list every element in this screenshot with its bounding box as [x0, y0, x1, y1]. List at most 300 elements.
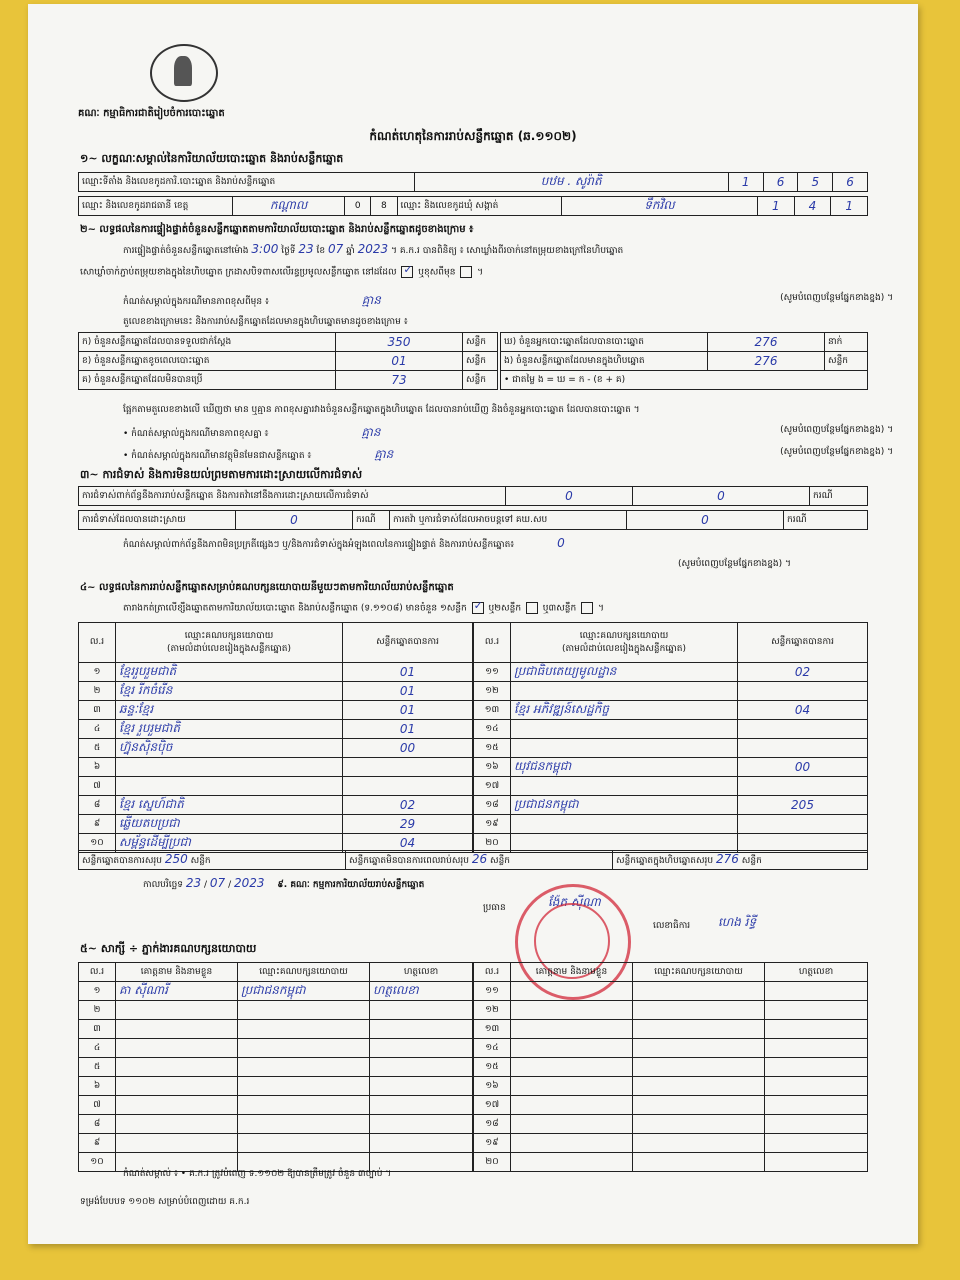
row-number: ១៤	[474, 720, 511, 739]
two-sheets-checkbox[interactable]	[526, 602, 538, 614]
witness-name	[116, 1096, 238, 1115]
party-row	[79, 663, 473, 682]
party-name: សម្ព័ន្ធដើម្បីប្រជា	[116, 834, 343, 853]
form-identifier: ទម្រង់បែបបទ ១១០២ សម្រាប់បំពេញដោយ គ.ក.រ	[80, 1197, 250, 1207]
row-number: ១៣	[474, 1020, 511, 1039]
witness-name	[511, 1058, 633, 1077]
form-title: កំណត់ហេតុនៃការរាប់សន្លឹកឆ្នោត (ឆ.១១០២)	[369, 129, 577, 143]
witness-party	[238, 1001, 370, 1020]
party-results-right	[473, 622, 868, 853]
complaints-label: ការជំទាស់ពាក់ព័ន្ធនឹងការរាប់សន្លឹកឆ្នោត និងការតវ៉ានៅនឹងការដោះស្រាយលើការជំទាស់	[79, 487, 506, 506]
complaints-resolved-table	[78, 510, 868, 530]
row-number: ១	[79, 663, 116, 682]
witness-row	[474, 1020, 868, 1039]
witness-name	[116, 1001, 238, 1020]
different-label: ឬខុសពីមុន	[418, 267, 456, 278]
difference-note-value: គ្មាន	[361, 293, 381, 307]
party-row	[474, 663, 868, 682]
witness-name	[511, 1077, 633, 1096]
foreign-object-hint: (សូមបំពេញបន្ថែមផ្នែកខាងខ្នង) ។	[780, 447, 893, 457]
witness-signature	[370, 1020, 473, 1039]
row-number: ១១	[474, 663, 511, 682]
party-name: ឆន្ទៈខ្មែរ	[116, 701, 343, 720]
party-votes: 02	[738, 663, 868, 682]
irregularity-note-label: កំណត់សម្គាល់ពាក់ព័ន្ធនឹងភាពមិនប្រក្រតីផ្សេងៗ ឬ/និងការជំទាស់ក្នុងអំឡុងពេលនៃការផ្ទៀងផ្ទាត់ និងការរាប់សន្លឹកឆ្នោត៖	[123, 540, 515, 550]
section-2-heading: ២~ លទ្ធផលនៃការផ្ទៀងផ្ទាត់ចំនួនសន្លឹកឆ្នោតតាមការិយាល័យបោះឆ្នោត និងរាប់សន្លឹកឆ្នោតដូចខាងក្រោម ៖	[80, 224, 474, 235]
witness-table-left	[78, 962, 473, 1172]
row-number: ១២	[474, 1001, 511, 1020]
row-number: ២	[79, 682, 116, 701]
in-box-label: ង) ចំនួនសន្លឹកឆ្នោតដែលមានក្នុងហិបឆ្នោត	[501, 352, 708, 371]
unused-unit: សន្លឹក	[463, 371, 498, 390]
party-row	[474, 720, 868, 739]
diff-note-label: • កំណត់សម្គាល់ក្នុងករណីមានភាពខុសគ្នា ៖	[123, 429, 269, 439]
col-votes: សន្លឹកឆ្នោតបានការ	[738, 623, 868, 663]
witness-table-right	[473, 962, 868, 1172]
row-number: ១៤	[474, 1039, 511, 1058]
party-row	[79, 758, 473, 777]
month-value: 07	[328, 242, 344, 256]
province-code-digit: 0	[345, 197, 371, 216]
committee-name: គណៈ កម្មាធិការជាតិរៀបចំការបោះឆ្នោត	[78, 108, 225, 119]
witness-party	[238, 1134, 370, 1153]
resolved-unit: ករណី	[353, 511, 390, 530]
witness-name	[116, 1039, 238, 1058]
section-3-heading: ៣~ ការជំទាស់ និងការមិនយល់ព្រមតាមការដោះស្រាយលើការជំទាស់	[80, 468, 363, 481]
diff-note-line	[123, 424, 893, 442]
party-votes	[738, 720, 868, 739]
witness-signature	[765, 1096, 868, 1115]
results-intro: តួលេខខាងក្រោមនេះ និងការរាប់សន្លឹកឆ្នោតដែលមានក្នុងហិបឆ្នោតមានដូចខាងក្រោម ៖	[123, 317, 408, 327]
received-value: 350	[336, 333, 463, 352]
valid-total-unit: សន្លឹក	[190, 856, 211, 866]
party-name	[511, 777, 738, 796]
location-label: ឈ្មោះទីតាំង និងលេខកូដការិ.បោះឆ្នោត និងរាប់សន្លឹកឆ្នោត	[79, 173, 415, 192]
complaints-value-1: 0	[506, 487, 633, 506]
section-4-heading: ៤~ លទ្ធផលនៃការរាប់សន្លឹកឆ្នោតសម្រាប់គណបក្សនយោបាយនីមួយៗតាមការិយាល័យរាប់សន្លឹកឆ្នោត	[80, 582, 454, 593]
irregularity-note-line	[123, 536, 565, 552]
party-votes: 01	[343, 701, 473, 720]
row-number: ៣	[79, 701, 116, 720]
difference-note-hint: (សូមបំពេញបន្ថែមផ្នែកខាងខ្នង) ។	[780, 293, 893, 303]
tally-sheet-line: តារាងកត់ត្រាលើខ្សឹងឆ្នោតតាមការិយាល័យបោះឆ្នោត និងរាប់សន្លឹកឆ្នោត (ទ.១១០៨) មានចំនួន ១សន្លឹក ✓ ឬ២សន្លឹក ឬ៣សន្លឹក ។	[123, 602, 604, 616]
compare-text: ផ្អែកតាមតួលេខខាងលើ ឃើញថា មាន ឬគ្មាន ភាពខុសគ្នារវាងចំនួនសន្លឹកឆ្នោតក្នុងហិបឆ្នោត ដែលបានរាប់ឃើញ និងចំនួនអ្នកបោះឆ្នោត ដែលបានបោះឆ្នោត ។	[123, 405, 640, 415]
row-number: ៥	[79, 1058, 116, 1077]
form-sheet	[28, 4, 918, 1244]
witness-signature	[370, 1077, 473, 1096]
different-checkbox[interactable]	[460, 266, 472, 278]
witness-row	[474, 1039, 868, 1058]
witness-signature	[370, 1134, 473, 1153]
received-unit: សន្លឹក	[463, 333, 498, 352]
row-number: ១៥	[474, 739, 511, 758]
party-votes: 02	[343, 796, 473, 815]
nec-emblem-icon	[150, 44, 218, 102]
party-votes: 01	[343, 682, 473, 701]
party-votes: 205	[738, 796, 868, 815]
col-party: ឈ្មោះគណបក្សនយោបាយ	[633, 963, 765, 982]
voters-label: ឃ) ចំនួនអ្នកបោះឆ្នោតដែលបានបោះឆ្នោត	[501, 333, 708, 352]
witness-party	[633, 1115, 765, 1134]
same-checkbox[interactable]	[401, 266, 413, 278]
row-number: ១០	[79, 834, 116, 853]
time-value: 3:00	[251, 242, 279, 256]
box-total-label: សន្លឹកឆ្នោតក្នុងហិបឆ្នោតសរុប	[616, 856, 714, 866]
irregularity-hint: (សូមបំពេញបន្ថែមផ្នែកខាងខ្នង) ។	[678, 559, 791, 569]
difference-note-label: កំណត់សម្គាល់ក្នុងករណីមានភាពខុសពីមុន ៖	[123, 297, 269, 307]
party-votes	[738, 739, 868, 758]
witness-row	[474, 1115, 868, 1134]
row-number: ៨	[79, 796, 116, 815]
party-results-left	[78, 622, 473, 853]
party-name: ខ្មែររួបរួមជាតិ	[116, 663, 343, 682]
party-name: ហ្វ៊ុនស៊ិនប៉ិច	[116, 739, 343, 758]
province-label: ឈ្មោះ និងលេខកូដរាជធានី ខេត្ត	[79, 197, 233, 216]
party-name: ខ្មែរ អភិវឌ្ឍន៍សេដ្ឋកិច្ច	[511, 701, 738, 720]
invalid-total-label: សន្លឹកឆ្នោតមិនបានការពេលរាប់សរុប	[349, 856, 469, 866]
year-label: ឆ្នាំ	[346, 246, 355, 256]
province-code-digit: 8	[371, 197, 397, 216]
party-name	[511, 739, 738, 758]
party-votes: 29	[343, 815, 473, 834]
col-no: ល.រ	[474, 623, 511, 663]
party-votes: 04	[738, 701, 868, 720]
unused-label: គ) ចំនួនសន្លឹកឆ្នោតដែលមិនបានប្រើ	[79, 371, 336, 390]
row-number: ៧	[79, 1096, 116, 1115]
in-box-value: 276	[708, 352, 825, 371]
row-number: ៤	[79, 720, 116, 739]
witness-signature	[370, 1115, 473, 1134]
witness-row	[79, 1020, 473, 1039]
party-row	[79, 720, 473, 739]
province-value: កណ្ដាល	[233, 197, 345, 216]
spoiled-value: 01	[336, 352, 463, 371]
witness-name	[511, 982, 633, 1001]
witness-row	[474, 1134, 868, 1153]
witness-party	[633, 1020, 765, 1039]
party-votes	[343, 758, 473, 777]
time-label: ការផ្ទៀងផ្ទាត់ចំនួនសន្លឹកឆ្នោតនៅម៉ោង	[123, 246, 249, 256]
witness-row	[79, 1077, 473, 1096]
witness-party	[238, 1115, 370, 1134]
witness-name	[116, 1077, 238, 1096]
chair-signature: ង៉ែត ស៊ីណា	[548, 895, 601, 909]
witness-name	[511, 1153, 633, 1172]
row-number: ៧	[79, 777, 116, 796]
verification-time-line	[123, 242, 623, 258]
col-no: ល.រ	[79, 623, 116, 663]
col-sign: ហត្ថលេខា	[370, 963, 473, 982]
party-votes	[738, 815, 868, 834]
witness-signature	[370, 1039, 473, 1058]
witness-row	[474, 1001, 868, 1020]
party-name	[511, 682, 738, 701]
witness-name	[511, 1096, 633, 1115]
date-label: កាលបរិច្ឆេទ	[143, 880, 183, 890]
party-votes: 04	[343, 834, 473, 853]
witness-row	[79, 1058, 473, 1077]
witness-signature	[765, 1020, 868, 1039]
valid-total-label: សន្លឹកឆ្នោតបានការសរុប	[82, 856, 162, 866]
col-party-title: ឈ្មោះគណបក្សនយោបាយ	[184, 630, 274, 641]
location-digit: 5	[798, 173, 833, 192]
col-sign: ហត្ថលេខា	[765, 963, 868, 982]
witness-signature	[765, 1001, 868, 1020]
row-number: ១១	[474, 982, 511, 1001]
box-total-unit: សន្លឹក	[741, 856, 762, 866]
location-digit: 6	[833, 173, 868, 192]
row-number: ១៧	[474, 1096, 511, 1115]
witness-party: ប្រជាជនកម្ពុជា	[238, 982, 370, 1001]
witness-row	[474, 1153, 868, 1172]
party-row	[474, 682, 868, 701]
day-value: 23	[298, 242, 314, 256]
party-row	[474, 815, 868, 834]
complaints-value-2: 0	[633, 487, 810, 506]
witness-row	[474, 1077, 868, 1096]
party-row	[474, 739, 868, 758]
witness-row	[79, 1134, 473, 1153]
box-total-value: 276	[716, 852, 739, 866]
witness-name	[511, 1134, 633, 1153]
party-name: ខ្មែរ ស្នេហ៍ជាតិ	[116, 796, 343, 815]
witness-name	[511, 1115, 633, 1134]
row-number: ១៣	[474, 701, 511, 720]
row-number: ១៩	[474, 1134, 511, 1153]
witness-signature	[765, 1058, 868, 1077]
witness-row	[79, 1001, 473, 1020]
appeal-unit: ករណី	[784, 511, 868, 530]
witness-signature	[370, 1001, 473, 1020]
row-number: ១៦	[474, 1077, 511, 1096]
witness-name	[116, 1115, 238, 1134]
party-row	[79, 701, 473, 720]
row-number: ១០	[79, 1153, 116, 1172]
witness-name: គា ស៊ីណារី	[116, 982, 238, 1001]
voters-unit: នាក់	[825, 333, 868, 352]
year-value: 2023	[357, 242, 389, 256]
row-number: ៣	[79, 1020, 116, 1039]
party-votes	[738, 777, 868, 796]
received-label: ក) ចំនួនសន្លឹកឆ្នោតដែលបានទទួលជាក់ស្តែង	[79, 333, 336, 352]
foreign-object-value: គ្មាន	[374, 447, 394, 461]
witness-party	[633, 1134, 765, 1153]
witness-row	[79, 1115, 473, 1134]
witness-name	[511, 1020, 633, 1039]
party-votes: 01	[343, 720, 473, 739]
party-row	[474, 777, 868, 796]
row-number: ១៩	[474, 815, 511, 834]
witness-row	[79, 1096, 473, 1115]
one-sheet-checkbox[interactable]	[472, 602, 484, 614]
row-number: ១៥	[474, 1058, 511, 1077]
footer-note: កំណត់សម្គាល់ ៖ • គ.ក.រ ត្រូវបំពេញ ទ.១១០២ ឱ្យបានត្រឹមត្រូវ ចំនួន ៣ច្បាប់ ។	[123, 1169, 392, 1179]
party-name: ប្រជាជនកម្ពុជា	[511, 796, 738, 815]
party-name: ប្រជាធិបតេយ្យមូលដ្ឋាន	[511, 663, 738, 682]
row-number: ១៧	[474, 777, 511, 796]
witness-party	[633, 1096, 765, 1115]
two-sheets-label: ឬ២សន្លឹក	[488, 603, 522, 614]
in-box-unit: សន្លឹក	[825, 352, 868, 371]
row-number: ៤	[79, 1039, 116, 1058]
party-votes	[738, 682, 868, 701]
row-number: ២	[79, 1001, 116, 1020]
party-name	[511, 720, 738, 739]
valid-total	[79, 851, 346, 870]
commune-label: ឈ្មោះ និងលេខកូដឃុំ សង្កាត់	[397, 197, 562, 216]
valid-total-value: 250	[164, 852, 188, 866]
spoiled-unit: សន្លឹក	[463, 352, 498, 371]
col-votes: សន្លឹកឆ្នោតបានការ	[343, 623, 473, 663]
col-name: គោត្តនាម និងនាមខ្លួន	[511, 963, 633, 982]
foreign-object-line	[123, 446, 893, 464]
appeal-value: 0	[627, 511, 784, 530]
party-name: យុវជនកម្ពុជា	[511, 758, 738, 777]
witness-party	[238, 1077, 370, 1096]
location-value: បឋម . សូរ៉ាតិ	[414, 173, 728, 192]
invalid-total-unit: សន្លឹក	[490, 856, 511, 866]
party-row	[474, 701, 868, 720]
appeal-label: ការតវ៉ា ឬការជំទាស់ដែលអាចបន្តទៅ គឃ.សប	[390, 511, 627, 530]
location-digit: 6	[763, 173, 798, 192]
counting-committee-label: ៩. គណៈ កម្មការការិយាល័យរាប់សន្លឹកឆ្នោត	[277, 880, 425, 890]
col-party: ឈ្មោះគណបក្សនយោបាយ	[238, 963, 370, 982]
inspection-text: ។ គ.ក.រ បានពិនិត្យ ៖ សោឃ្លាំងពីរចាក់នៅតម្រុយខាងក្រៅនៃហិបឆ្នោត	[391, 246, 624, 256]
party-row	[474, 796, 868, 815]
difference-note-line	[123, 292, 893, 310]
witness-party	[633, 1058, 765, 1077]
seal-status-line: សោឃ្លាំចាក់ភ្ជាប់តម្រុយខាងក្នុងនៃហិបឆ្នោត ក្រដាសបិទពាសលើរន្ធប្រមូលសន្លឹកឆ្នោត នៅដដែល ✓ ឬខុសពីមុន ។	[80, 266, 483, 280]
party-votes: 01	[343, 663, 473, 682]
party-name	[511, 815, 738, 834]
voters-value: 276	[708, 333, 825, 352]
month-label: ខែ	[316, 246, 326, 256]
row-number: ៦	[79, 758, 116, 777]
col-name: គោត្តនាម និងនាមខ្លួន	[116, 963, 238, 982]
party-votes: 00	[343, 739, 473, 758]
witness-name	[511, 1039, 633, 1058]
col-party-sub: (តាមលំដាប់លេខរៀងក្នុងសន្លឹកឆ្នោត)	[167, 643, 291, 654]
col-no: ល.រ	[474, 963, 511, 982]
row-number: ១	[79, 982, 116, 1001]
witness-signature	[370, 1096, 473, 1115]
tally-intro: តារាងកត់ត្រាលើខ្សឹងឆ្នោតតាមការិយាល័យបោះឆ្នោត និងរាប់សន្លឹកឆ្នោត (ទ.១១០៨) មានចំនួន ១សន្លឹក	[123, 603, 467, 614]
party-name: ខ្មែរ រីកចំរើន	[116, 682, 343, 701]
row-number: ៩	[79, 815, 116, 834]
resolved-value: 0	[236, 511, 353, 530]
commune-digit: 1	[831, 197, 868, 216]
party-row	[79, 682, 473, 701]
row-number: ១២	[474, 682, 511, 701]
three-sheets-label: ឬ៣សន្លឹក	[542, 603, 577, 614]
witness-party	[633, 1153, 765, 1172]
totals-table	[78, 850, 868, 870]
invalid-total-value: 26	[471, 852, 488, 866]
col-party-sub: (តាមលំដាប់លេខរៀងក្នុងសន្លឹកឆ្នោត)	[562, 643, 686, 654]
seal-status-text: សោឃ្លាំចាក់ភ្ជាប់តម្រុយខាងក្នុងនៃហិបឆ្នោត ក្រដាសបិទពាសលើរន្ធប្រមូលសន្លឹកឆ្នោត នៅដដែល	[80, 267, 397, 278]
witness-name	[116, 1134, 238, 1153]
secretary-label: លេខាធិការ	[653, 921, 691, 931]
party-name	[116, 758, 343, 777]
invalid-total	[346, 851, 613, 870]
witness-signature	[765, 1077, 868, 1096]
witness-party	[633, 1077, 765, 1096]
party-name: ខ្មែរ រួបរួមជាតិ	[116, 720, 343, 739]
witness-row	[79, 982, 473, 1001]
diff-note-value: គ្មាន	[361, 425, 381, 439]
party-row	[79, 777, 473, 796]
col-party	[116, 623, 343, 663]
party-row	[79, 739, 473, 758]
diff-note-hint: (សូមបំពេញបន្ថែមផ្នែកខាងខ្នង) ។	[780, 425, 893, 435]
witness-party	[238, 1039, 370, 1058]
complaints-unit: ករណី	[810, 487, 868, 506]
section-5-heading: ៥~ សាក្សី ÷ ភ្នាក់ងារគណបក្សនយោបាយ	[80, 942, 257, 955]
spoiled-label: ខ) ចំនួនសន្លឹកឆ្នោតខូចពេលបោះឆ្នោត	[79, 352, 336, 371]
results-left-table	[78, 332, 498, 390]
witness-party	[238, 1058, 370, 1077]
witness-name	[511, 1001, 633, 1020]
party-name: ឆ្លើយតបប្រជា	[116, 815, 343, 834]
col-no: ល.រ	[79, 963, 116, 982]
section-1-heading: ១~ លក្ខណៈសម្គាល់នៃការិយាល័យបោះឆ្នោត និងរាប់សន្លឹកឆ្នោត	[80, 152, 344, 165]
commune-digit: 1	[757, 197, 794, 216]
party-row	[79, 796, 473, 815]
witness-party	[633, 1001, 765, 1020]
row-number: ១៦	[474, 758, 511, 777]
row-number: ២០	[474, 1153, 511, 1172]
party-name	[116, 777, 343, 796]
foreign-object-label: • កំណត់សម្គាល់ក្នុងករណីមានវត្ថុមិនមែនជាសន្លឹកឆ្នោត ៖	[123, 451, 312, 461]
witness-party	[238, 1096, 370, 1115]
chair-label: ប្រធាន	[483, 903, 506, 913]
col-party	[511, 623, 738, 663]
col-party-title: ឈ្មោះគណបក្សនយោបាយ	[579, 630, 669, 641]
date-month: 07	[209, 876, 226, 890]
row-number: ១៨	[474, 1115, 511, 1134]
location-digit: 1	[728, 173, 763, 192]
formula-text: • ជាតម្លៃ ង = ឃ = ក - (ខ + គ)	[501, 371, 868, 390]
witness-row	[474, 1096, 868, 1115]
results-right-table	[500, 332, 868, 390]
witness-signature: ហត្ថលេខា	[370, 982, 473, 1001]
box-total	[613, 851, 868, 870]
witness-row	[79, 1039, 473, 1058]
witness-signature	[765, 1134, 868, 1153]
witness-row	[474, 1058, 868, 1077]
party-votes: 00	[738, 758, 868, 777]
witness-signature	[370, 1058, 473, 1077]
three-sheets-checkbox[interactable]	[581, 602, 593, 614]
witness-signature	[765, 1039, 868, 1058]
commune-digit: 4	[794, 197, 831, 216]
date-year: 2023	[233, 876, 265, 890]
day-label: ថ្ងៃទី	[281, 246, 296, 256]
section-1-table	[78, 172, 868, 192]
row-number: ២០	[474, 834, 511, 853]
row-number: ៩	[79, 1134, 116, 1153]
witness-signature	[765, 1115, 868, 1134]
party-votes	[343, 777, 473, 796]
date-day: 23	[185, 876, 202, 890]
signature-date-line: កាលបរិច្ឆេទ 23 / 07 / 2023 ៩. គណៈ កម្មការការិយាល័យរាប់សន្លឹកឆ្នោត	[143, 876, 425, 890]
witness-party	[238, 1020, 370, 1039]
witness-signature	[765, 1153, 868, 1172]
complaints-table	[78, 486, 868, 506]
secretary-signature: ហេង រិទ្ធី	[718, 915, 757, 929]
party-row	[474, 758, 868, 777]
witness-party	[633, 1039, 765, 1058]
